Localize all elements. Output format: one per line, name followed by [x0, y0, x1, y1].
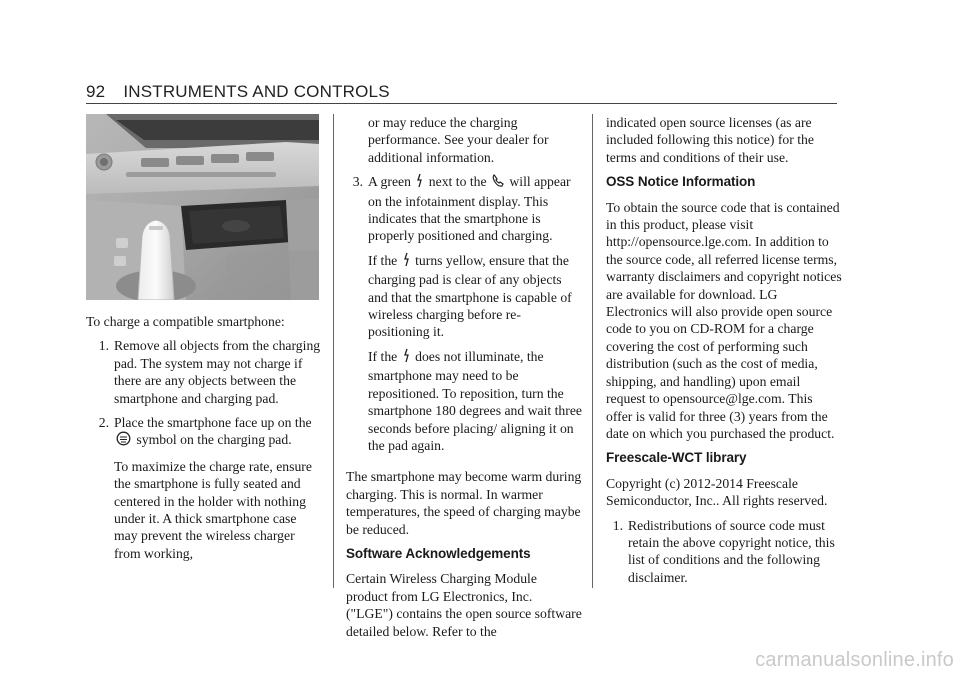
software-heading: Software Acknowledgements [346, 545, 531, 561]
list-number: 2. [98, 415, 109, 431]
warm-text: The smartphone may become warm during charging. This is normal. In warmer temperatures, the speed of charging maybe be reduced. [346, 469, 582, 537]
phone-charging-icon [403, 348, 410, 367]
intro-text: To charge a compatible smartphone: [86, 314, 285, 329]
phone-charging-icon [416, 173, 423, 192]
column-divider [592, 114, 593, 588]
continued-text: indicated open source licenses (as are included following this notice) for the terms and conditions of their use. [606, 115, 814, 165]
column-divider [333, 114, 334, 588]
page-header [86, 82, 390, 102]
step3-text-b [368, 252, 582, 341]
step3-b1: If the [368, 252, 398, 268]
step3-b2: turns yellow, ensure that the charging pad is clear of any objects and that the smartphone is capable of wireless charging before re-positioning it. [368, 252, 572, 340]
step3-a1: A green [368, 174, 411, 190]
charging-pad-icon [116, 431, 131, 450]
oss-heading: OSS Notice Information [606, 174, 756, 190]
phone-charging-icon [403, 252, 410, 271]
list-item [86, 414, 322, 569]
step3-c2: does not illuminate, the smartphone may need to be repositioned. To reposition, turn the smartphone 180 degrees and wait three seconds before placing/ aligning it on the pad again. [368, 348, 582, 453]
copyright-text: Copyright (c) 2012-2014 Freescale Semiconductor, Inc.. All rights reserved. [606, 475, 828, 509]
list-item [346, 173, 582, 461]
header-rule [86, 103, 837, 104]
step3-text-c [368, 348, 582, 454]
step2-text-after: symbol on the charging pad. [136, 432, 292, 448]
step2-subtext: To maximize the charge rate, ensure the smartphone is fully seated and centered in the holder with nothing under it. A thick smartphone case may prevent the wireless charger from working, [114, 458, 312, 561]
step3-c1: If the [368, 348, 398, 364]
column-2 [346, 114, 582, 647]
list-number: 1. [98, 338, 109, 354]
wireless-charger-photo [86, 114, 319, 300]
step2-text [114, 414, 322, 451]
step3-a2: next to the [428, 174, 487, 190]
list-text: Remove all objects from the charging pad. The system may not charge if there are any objects between the smartphone and charging pad. [114, 338, 321, 406]
software-text: Certain Wireless Charging Module product from LG Electronics, Inc. ("LGE") contains the open source software detailed below. Refer to the [346, 571, 582, 639]
watermark: carmanualsonline.info [755, 649, 954, 671]
list-item [86, 337, 322, 407]
step2-text-before: Place the smartphone face up on the [114, 415, 312, 431]
phone-icon [492, 174, 504, 192]
page-number: 92 [86, 82, 106, 101]
list-number: 3. [352, 174, 363, 190]
step3-a3: will appear on the infotainment display. This indicates that the smartphone is properly positioned and charging. [368, 174, 571, 244]
step3-text-a [368, 173, 582, 245]
section-title: INSTRUMENTS AND CONTROLS [123, 82, 390, 101]
column-1 [86, 313, 322, 576]
list-text: Redistributions of source code must retain the above copyright notice, this list of conditions and the following disclaimer. [628, 517, 835, 585]
column-3 [606, 114, 842, 593]
list-item [606, 517, 842, 587]
oss-text: To obtain the source code that is contained in this product, please visit http://opensource.lge.com. In addition to the source code, all referred license terms, warranty disclaimers and copyright notices are available for download. LG Electronics will also provide open source code to you on CD-ROM for a charge covering the cost of performing such distribution (such as the cost of media, shipping, and handling) upon email request to opensource@lge.com. This offer is valid for three (3) years from the date on which you purchased the product. [606, 199, 842, 441]
continued-text: or may reduce the charging performance. See your dealer for additional information. [368, 115, 549, 165]
list-number: 1. [612, 517, 623, 533]
freescale-heading: Freescale-WCT library [606, 450, 747, 466]
